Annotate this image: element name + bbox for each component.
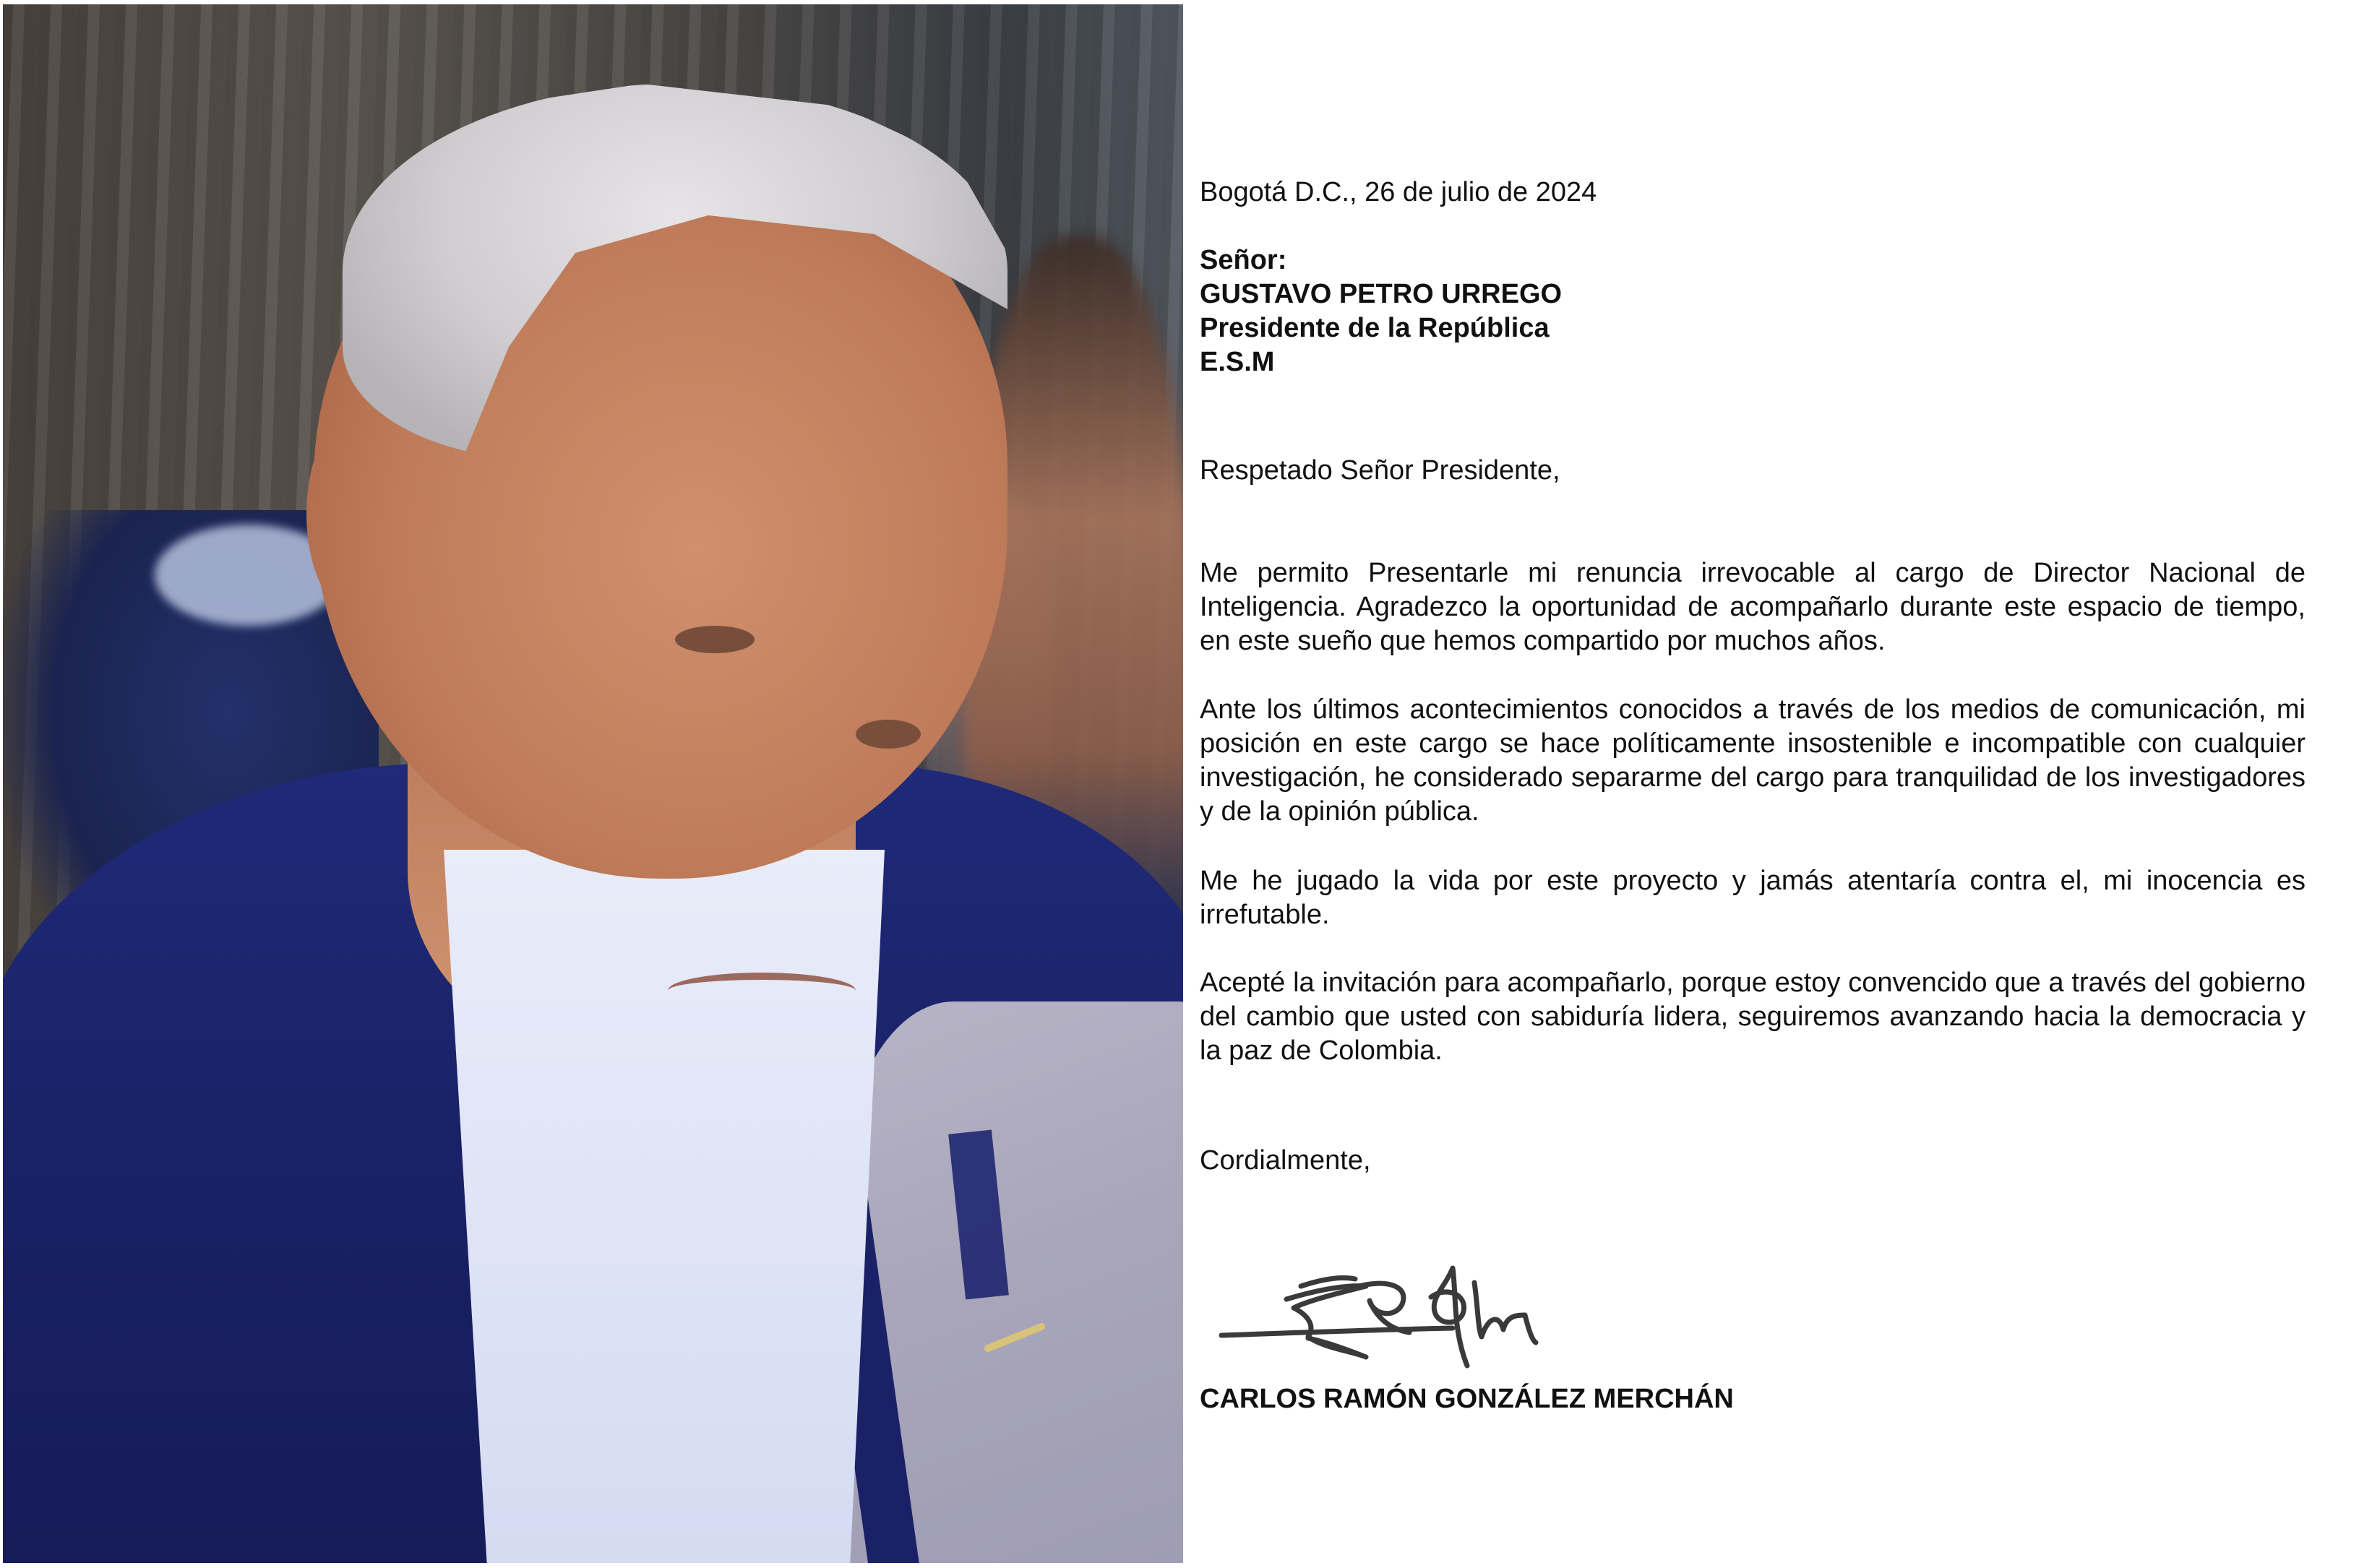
recipient-title: Presidente de la República <box>1200 313 1550 343</box>
resignation-letter <box>1200 0 2306 1568</box>
letter-paragraph-1: Me permito Presentarle mi renuncia irrevocable al cargo de Director Nacional de Inteligencia. Agradezco la oportunidad de acompañarlo durante este espacio de tiempo, en este sueño que hemos compartido por muchos años. <box>1200 558 2306 656</box>
recipient-salutation-label: Señor: <box>1200 245 1287 275</box>
letter-paragraph-2: Ante los últimos acontecimientos conocidos a través de los medios de comunicación, mi posición en este cargo se hace políticamente insostenible e incompatible con cualquier investigación, he considerado separarme del cargo para tranquilidad de los investigadores y de la opinión pública. <box>1200 694 2306 827</box>
subject-mouth <box>668 973 856 1009</box>
light-blue-shirt <box>444 850 885 1563</box>
letter-closing: Cordialmente, <box>1200 1145 1371 1176</box>
letter-greeting: Respetado Señor Presidente, <box>1200 455 1560 486</box>
handwritten-signature-icon <box>1214 1257 1590 1373</box>
signer-name: CARLOS RAMÓN GONZÁLEZ MERCHÁN <box>1200 1384 1734 1414</box>
letter-paragraph-3: Me he jugado la vida por este proyecto y jamás atentaría contra el, mi inocencia es irrefutable. <box>1200 866 2306 930</box>
portrait-photo <box>3 4 1183 1563</box>
letter-date: Bogotá D.C., 26 de julio de 2024 <box>1200 177 1597 207</box>
letter-paragraph-4: Acepté la invitación para acompañarlo, porque estoy convencido que a través del gobierno del cambio que usted con sabiduría lidera, seguiremos avanzando hacia la democracia y la paz de Colombia. <box>1200 968 2306 1066</box>
subject-eye-right <box>856 720 921 749</box>
subject-eye-left <box>675 626 755 653</box>
letter-recipient <box>1200 244 2306 379</box>
recipient-honorific: E.S.M <box>1200 347 1275 377</box>
recipient-name: GUSTAVO PETRO URREGO <box>1200 279 1563 309</box>
